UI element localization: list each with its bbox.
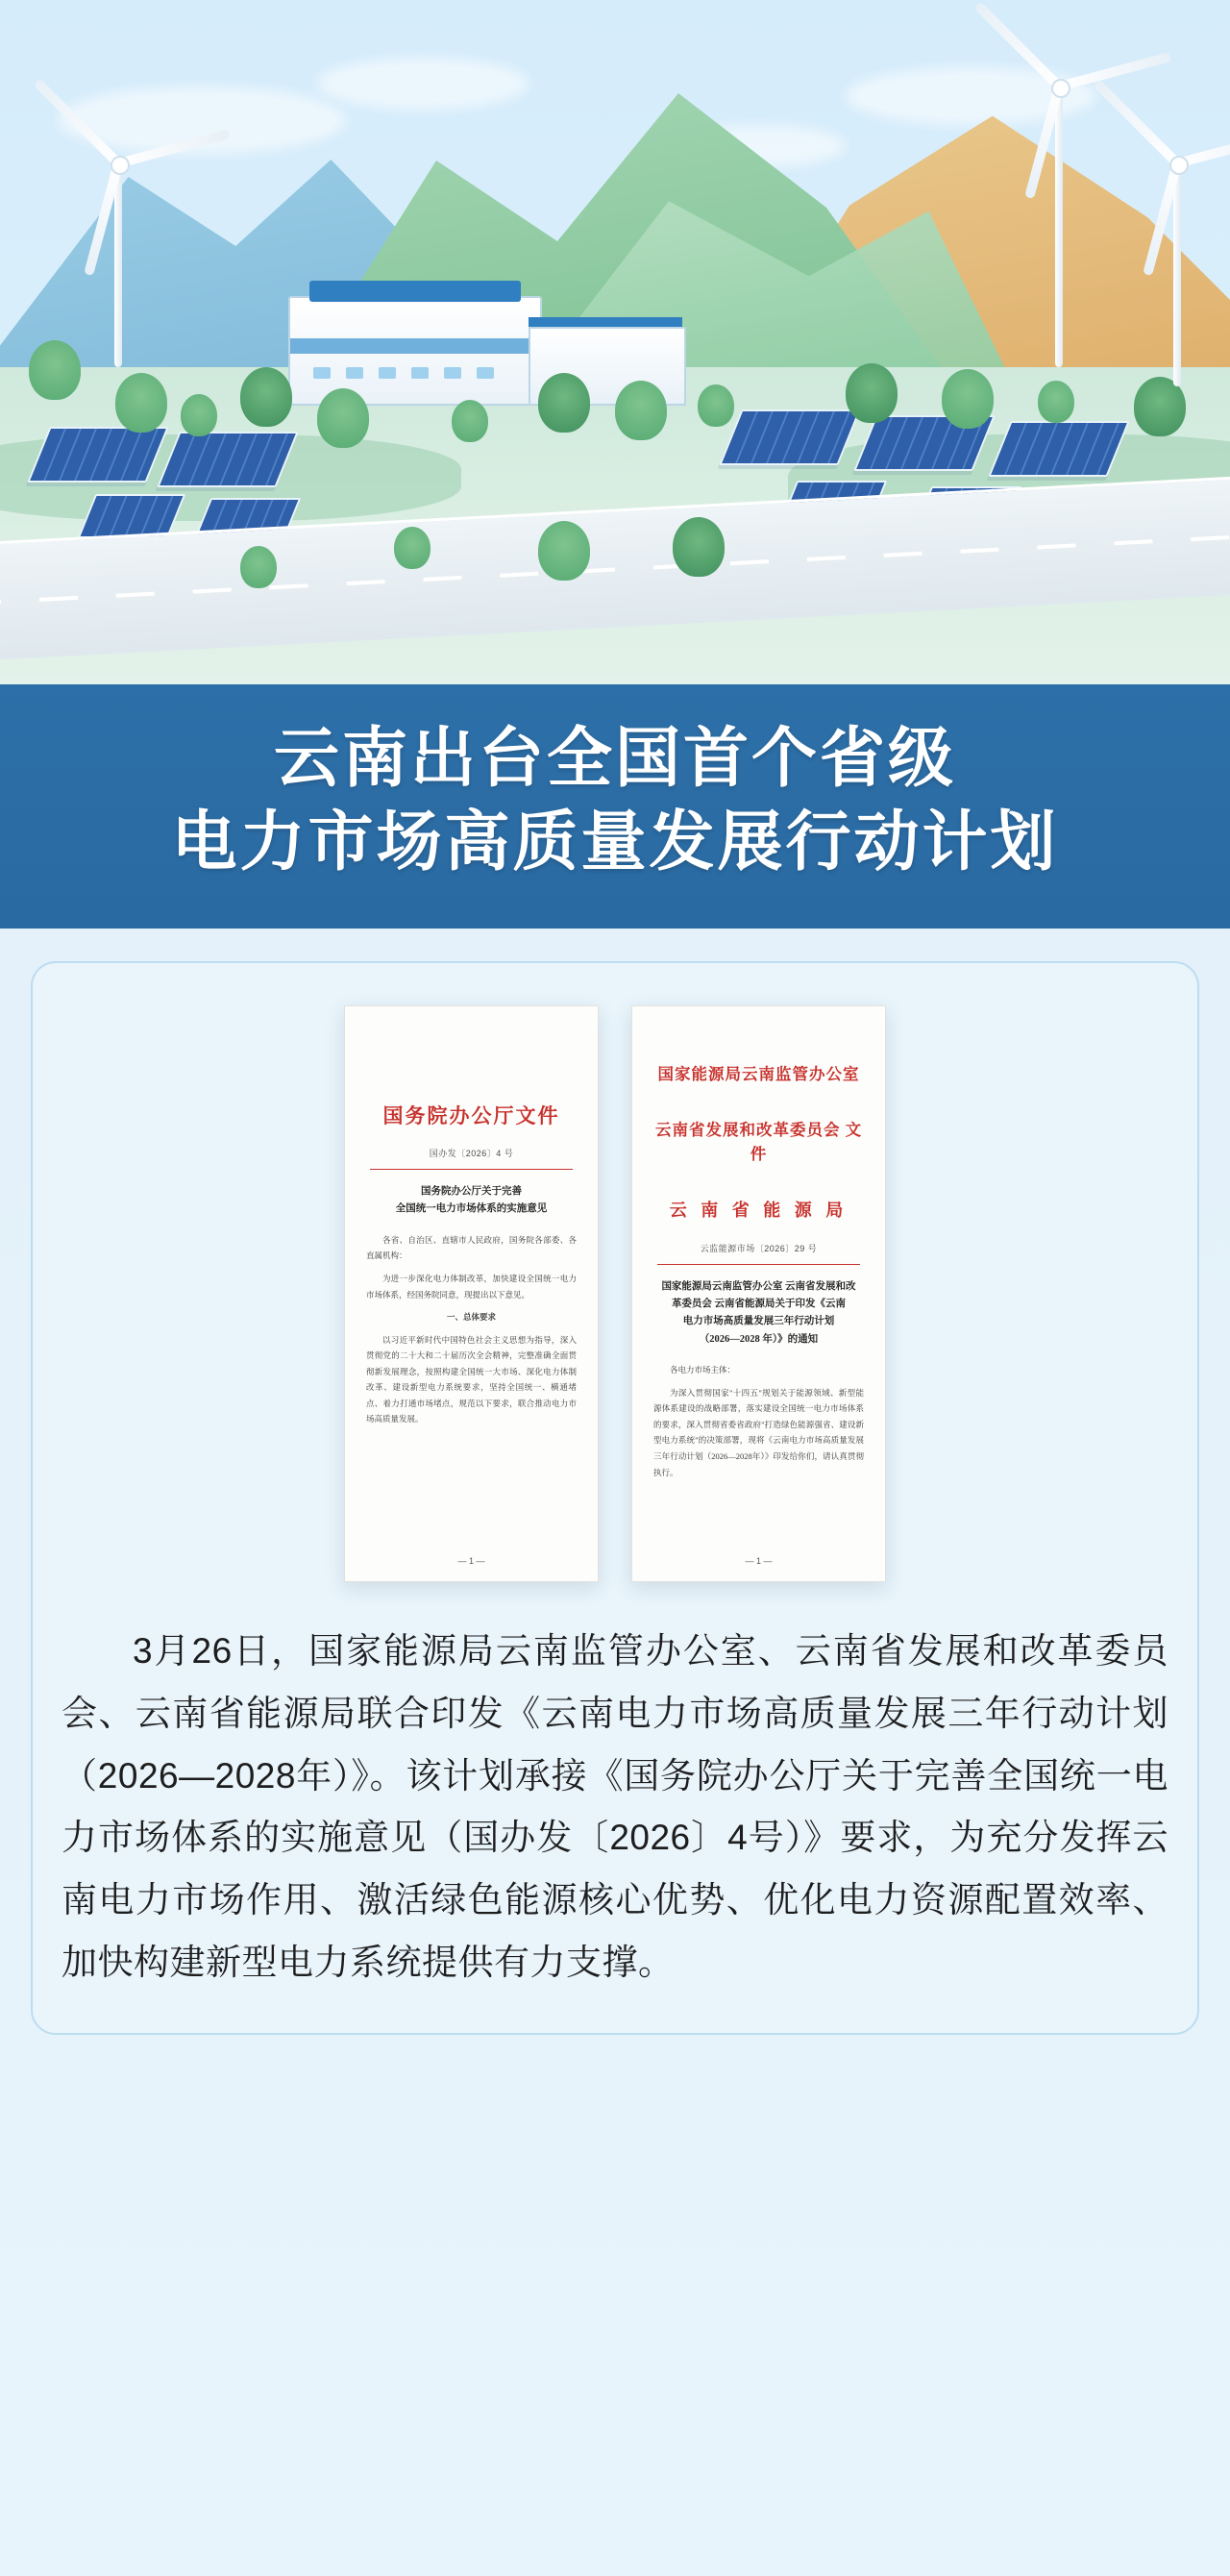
solar-panel-icon: [27, 427, 168, 483]
document-paragraph: 以习近平新时代中国特色社会主义思想为指导，深入贯彻党的二十大和二十届历次全会精神，完整准确全面贯彻新发展理念，按照构建全国统一大市场、深化电力体制改革、建设新型电力系统要求，坚持全国统一、横通堵点、着力打通市场堵点，规范以下要求，联合推动电力市场高质量发展。: [366, 1334, 577, 1424]
solar-panel-icon: [157, 432, 298, 487]
page-title-line2: 电力市场高质量发展行动计划: [171, 805, 1059, 879]
content-card: [31, 961, 1199, 2035]
hero-illustration: [0, 0, 1230, 684]
page-title-line1: 云南出台全国首个省级: [273, 722, 956, 795]
document-body: [653, 1362, 864, 1480]
document-divider: [370, 1169, 573, 1170]
tree-icon: [538, 521, 590, 581]
article-body: [62, 1621, 1168, 1994]
road-marking: [0, 533, 1230, 606]
tree-icon: [452, 400, 488, 442]
factory-band: [290, 338, 540, 354]
wind-turbine-icon: [1021, 79, 1097, 367]
document-paragraph: 一、总体要求: [446, 1312, 496, 1323]
turbine-hub: [1169, 156, 1189, 175]
tree-icon: [538, 373, 590, 433]
document-body: [366, 1232, 577, 1427]
solar-panel-icon: [719, 409, 860, 465]
document-page-number: — 1 —: [457, 1556, 485, 1567]
tree-icon: [615, 381, 667, 440]
document-number: 云监能源市场〔2026〕29 号: [700, 1243, 818, 1253]
tree-icon: [673, 517, 725, 577]
window: [444, 367, 461, 379]
tree-icon: [317, 388, 369, 448]
article-paragraph: 3月26日，国家能源局云南监管办公室、云南省发展和改革委员会、云南省能源局联合印发《云南电力市场高质量发展三年行动计划（2026—2028年）》。该计划承接《国务院办公厅关于完善全国统一电力市场体系的实施意见（国办发〔2026〕4号）》要求，为充分发挥云南电力市场作用、激活绿色能源核心优势、优化电力资源配置效率、加快构建新型电力系统提供有力支撑。: [62, 1631, 1168, 1982]
tree-icon: [115, 373, 167, 433]
solar-panel-icon: [988, 421, 1129, 477]
cloud-icon: [317, 58, 529, 110]
document-paragraph: 为进一步深化电力体制改革，加快建设全国统一电力市场体系，经国务院同意，现提出以下意见。: [366, 1273, 577, 1300]
document-paragraph: 为深入贯彻国家"十四五"规划关于能源领域、新型能源体系建设的战略部署，落实建设全国统一电力市场体系的要求，深入贯彻省委省政府"打造绿色能源强省、建设新型电力系统"的决策部署，现将《云南电力市场高质量发展三年行动计划（2026—2028年）》印发给你们，请认真贯彻执行。: [653, 1387, 864, 1477]
tree-icon: [29, 340, 81, 400]
document-number: 国办发〔2026〕4 号: [429, 1149, 514, 1159]
turbine-tower: [1055, 79, 1063, 367]
document-images: [62, 1005, 1168, 1582]
content-area: [0, 929, 1230, 2093]
document-paragraph: 各省、自治区、直辖市人民政府，国务院各部委、各直属机构：: [366, 1234, 577, 1261]
tree-icon: [698, 384, 734, 427]
tree-icon: [942, 369, 994, 429]
wind-turbine-icon: [1144, 156, 1211, 386]
tree-icon: [240, 367, 292, 427]
turbine-hub: [1051, 79, 1070, 98]
factory-roof: [309, 281, 521, 302]
document-subtitle-line3: 电力市场高质量发展三年行动计划: [682, 1316, 835, 1327]
document-title: 国务院办公厅文件: [382, 1104, 560, 1128]
window: [313, 367, 331, 379]
document-divider: [657, 1264, 860, 1265]
document-subtitle-line2: 革委员会 云南省能源局关于印发《云南: [671, 1299, 847, 1310]
factory-building: [288, 296, 542, 406]
tree-icon: [240, 546, 277, 588]
document-title-line2: 云南省发展和改革委员会 文件: [654, 1120, 863, 1164]
document-subtitle-line2: 全国统一电力市场体系的实施意见: [395, 1203, 548, 1215]
document-page-number: — 1 —: [745, 1556, 773, 1567]
yunnan-joint-document: [631, 1005, 886, 1582]
window: [477, 367, 494, 379]
document-title-line3: 云 南 省 能 源 局: [669, 1200, 849, 1220]
state-council-document: [344, 1005, 599, 1582]
turbine-hub: [111, 156, 130, 175]
document-title-line1: 国家能源局云南监管办公室: [657, 1065, 860, 1084]
tree-icon: [181, 394, 217, 436]
document-subtitle-line1: 国务院办公厅关于完善: [421, 1186, 522, 1198]
wind-turbine-icon: [85, 156, 152, 367]
window: [411, 367, 429, 379]
tree-icon: [1038, 381, 1074, 423]
window: [379, 367, 396, 379]
page-title: [0, 684, 1230, 929]
document-paragraph: 各电力市场主体：: [670, 1365, 736, 1375]
document-subtitle-line4: （2026—2028 年）》的通知: [699, 1333, 819, 1345]
window: [346, 367, 363, 379]
document-subtitle-line1: 国家能源局云南监管办公室 云南省发展和改: [661, 1280, 856, 1292]
tree-icon: [846, 363, 898, 423]
tree-icon: [394, 527, 430, 569]
